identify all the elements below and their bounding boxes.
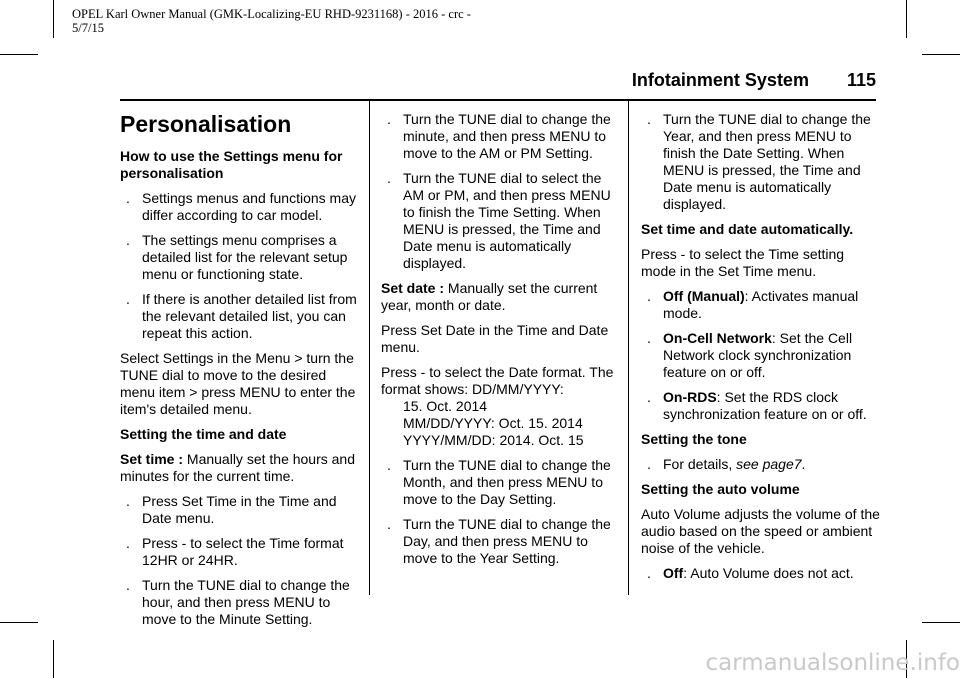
crop-mark <box>53 640 54 678</box>
watermark: carmanualsonline.info <box>705 650 960 676</box>
column-divider <box>628 101 629 595</box>
subheading: How to use the Settings menu for personalisation <box>120 148 343 181</box>
column-divider <box>369 101 370 595</box>
list-item: . Turn the TUNE dial to select the AM or PM, and then press MENU to finish the Time Setting. When MENU is pressed, the Time and Date menu is automatically displayed. <box>387 170 611 271</box>
page-number: 115 <box>846 70 876 90</box>
date-format-line: YYYY/MM/DD: 2014. Oct. 15 <box>403 432 584 448</box>
list-item: . On-RDS: Set the RDS clock synchronization feature on or off. <box>647 389 867 422</box>
list-item: . Turn the TUNE dial to change the Year, and then press MENU to finish the Date Setting. When MENU is pressed, the Time and Date menu is automatically displayed. <box>647 111 871 212</box>
crop-mark <box>0 54 38 55</box>
list-item: . If there is another detailed list from the relevant detailed list, you can repeat this action. <box>126 291 357 341</box>
list-item: . For details, see page7. <box>647 456 806 472</box>
paragraph: Press Set Date in the Time and Date menu. <box>381 322 609 355</box>
list-item: . Press - to select the Time format 12HR or 24HR. <box>126 535 344 568</box>
list-item: . Turn the TUNE dial to change the minute, and then press MENU to move to the AM or PM Setting. <box>387 111 611 161</box>
list-item: . Turn the TUNE dial to change the Day, and then press MENU to move to the Year Setting. <box>387 516 611 566</box>
crop-mark <box>922 54 960 55</box>
column-1 <box>120 111 360 636</box>
crop-mark <box>0 622 38 623</box>
paragraph: Set date : Manually set the current year, month or date. <box>381 280 598 313</box>
document-header-note: OPEL Karl Owner Manual (GMK-Localizing-EU RHD-9231168) - 2016 - crc - 5/7/15 <box>72 7 471 35</box>
paragraph: Press - to select the Date format. The format shows: DD/MM/YYYY: 15. Oct. 2014 MM/DD/YYYY: Oct. 15. 2014 YYYY/MM/DD: 2014. Oct. 15 <box>381 364 621 449</box>
list-item: . Off: Auto Volume does not act. <box>647 565 854 581</box>
list-item: . Turn the TUNE dial to change the hour, and then press MENU to move to the Minute Setting. <box>126 577 350 627</box>
list-item: . The settings menu comprises a detailed list for the relevant setup menu or functioning state. <box>126 232 348 282</box>
subheading: Setting the auto volume <box>641 481 800 497</box>
list-item: . Turn the TUNE dial to change the Month, and then press MENU to move to the Day Setting. <box>387 457 611 507</box>
section-heading: Personalisation <box>120 111 292 137</box>
list-item: . Press Set Time in the Time and Date menu. <box>126 493 337 526</box>
date-format-line: MM/DD/YYYY: Oct. 15. 2014 <box>403 415 583 431</box>
section-title: Infotainment System <box>631 70 809 90</box>
list-item: . Off (Manual): Activates manual mode. <box>647 288 859 321</box>
list-item: . Settings menus and functions may differ according to car model. <box>126 190 357 223</box>
subheading: Setting the time and date <box>120 426 287 442</box>
crop-mark <box>922 622 960 623</box>
subheading: Setting the tone <box>641 431 747 447</box>
crop-mark <box>53 0 54 38</box>
date-format-line: 15. Oct. 2014 <box>403 398 488 414</box>
column-3 <box>641 111 881 590</box>
column-2 <box>381 111 621 575</box>
page-reference-link[interactable]: see page7 <box>736 456 802 472</box>
header-rule <box>120 99 876 101</box>
paragraph: Select Settings in the Menu > turn the TUNE dial to move to the desired menu item > press MENU to enter the item's detailed menu. <box>120 350 356 417</box>
paragraph: Press - to select the Time setting mode in the Set Time menu. <box>641 246 845 279</box>
paragraph: Set time : Manually set the hours and minutes for the current time. <box>120 451 356 484</box>
subheading: Set time and date automatically. <box>641 221 854 237</box>
paragraph: Auto Volume adjusts the volume of the audio based on the speed or ambient noise of the vehicle. <box>641 506 880 556</box>
list-item: . On-Cell Network: Set the Cell Network clock synchronization feature on or off. <box>647 330 853 380</box>
crop-mark <box>906 0 907 38</box>
page-header <box>590 70 876 96</box>
